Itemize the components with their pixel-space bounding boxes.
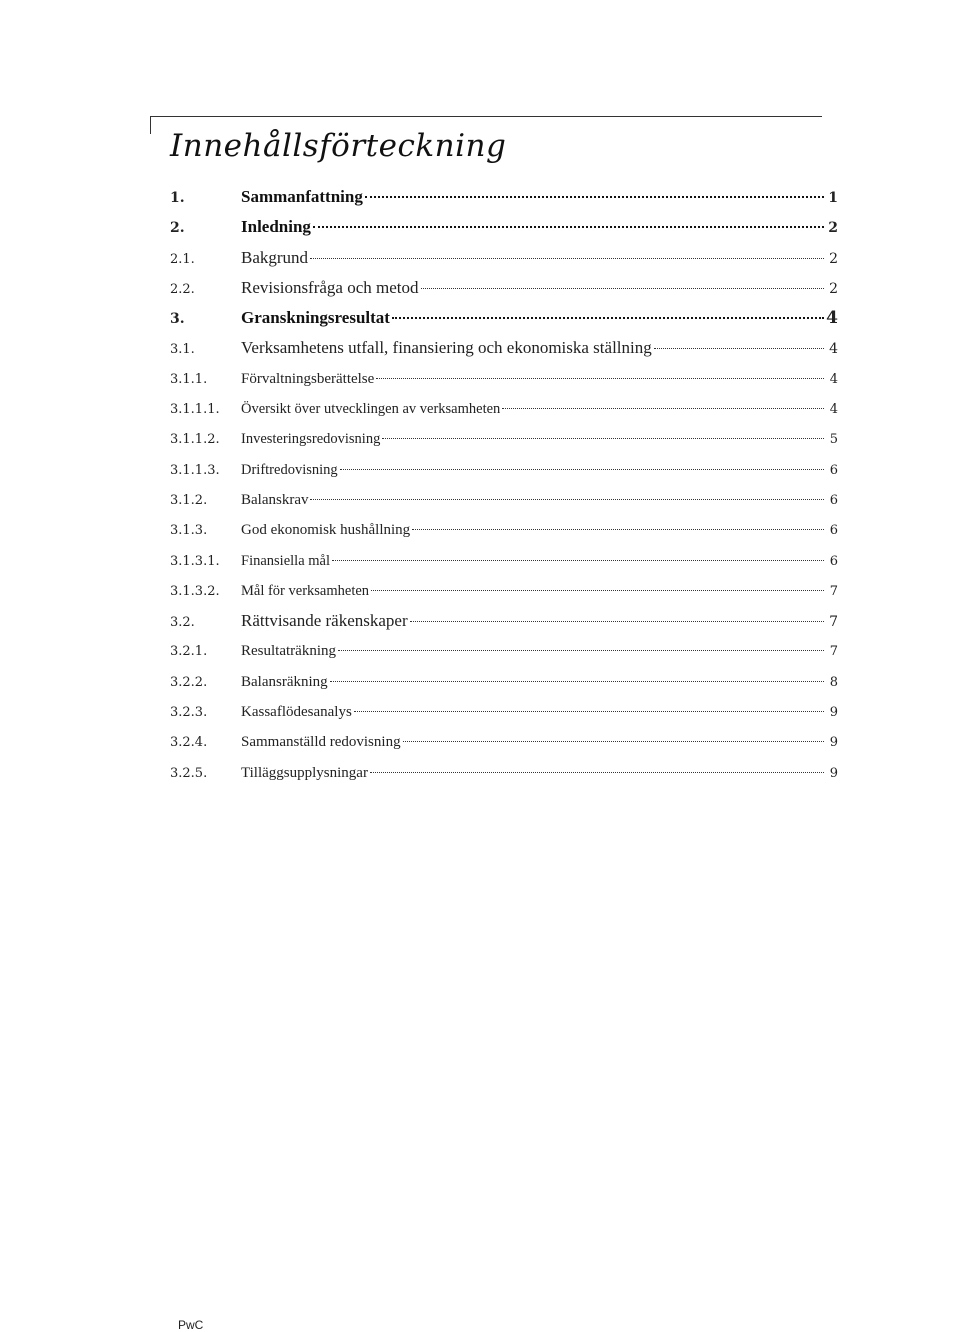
toc-dot-leader xyxy=(502,408,824,409)
toc-entry[interactable] xyxy=(170,243,838,273)
toc-entry-number: 2.1. xyxy=(170,251,195,267)
toc-dot-leader xyxy=(354,711,824,712)
toc-entry-number: 3.2.1. xyxy=(170,644,208,660)
toc-entry-number: 2. xyxy=(170,220,185,237)
toc-entry[interactable] xyxy=(170,182,838,212)
footer-brand: PwC xyxy=(178,1318,204,1332)
toc-dot-leader xyxy=(313,226,824,228)
toc-entry-title[interactable]: Mål för verksamheten xyxy=(241,582,370,599)
toc-page-number: 6 xyxy=(829,492,838,508)
toc-page-number: 4 xyxy=(829,402,838,418)
toc-entry-title[interactable]: Rättvisande räkenskaper xyxy=(241,611,408,631)
toc-dot-leader xyxy=(340,469,824,470)
toc-entry[interactable] xyxy=(170,394,838,424)
toc-entry-number: 2.2. xyxy=(170,281,195,297)
toc-page-number: 8 xyxy=(829,674,838,690)
page-title: Innehållsförteckning xyxy=(170,128,507,164)
toc-page-number: 6 xyxy=(829,553,838,569)
toc-entry-number: 3.1.2. xyxy=(170,492,208,508)
toc-page-number: 6 xyxy=(829,462,838,478)
toc-entry[interactable] xyxy=(170,515,838,545)
toc-page-number: 7 xyxy=(829,614,838,631)
toc-entry-number: 3.1.1. xyxy=(170,371,208,387)
toc-entry[interactable] xyxy=(170,606,838,636)
toc-entry-number: 3.2.5. xyxy=(170,765,208,781)
toc-entry-title[interactable]: Revisionsfråga och metod xyxy=(241,277,419,297)
toc-entry[interactable] xyxy=(170,636,838,666)
toc-entry[interactable] xyxy=(170,546,838,576)
toc-entry[interactable] xyxy=(170,273,838,303)
toc-dot-leader xyxy=(392,317,824,319)
toc-page-number: 4 xyxy=(829,341,838,358)
toc-dot-leader xyxy=(330,681,824,682)
toc-page-number: 9 xyxy=(829,735,838,751)
toc-entry[interactable] xyxy=(170,576,838,606)
toc-page-number: 7 xyxy=(829,583,838,599)
toc-entry-number: 3.2.4. xyxy=(170,735,208,751)
toc-dot-leader xyxy=(371,590,824,591)
toc-entry-title[interactable]: Verksamhetens utfall, finansiering och ekonomiska ställning xyxy=(241,338,652,358)
toc-entry-title[interactable]: God ekonomisk hushållning xyxy=(241,522,411,539)
toc-entry-title[interactable]: Resultaträkning xyxy=(241,643,336,660)
toc-entry[interactable] xyxy=(170,485,838,515)
toc-entry-title[interactable]: Sammanställd redovisning xyxy=(241,734,401,751)
toc-dot-leader xyxy=(310,499,824,500)
toc-page-number: 9 xyxy=(829,765,838,781)
toc-entry-title[interactable]: Bakgrund xyxy=(241,247,309,267)
toc-entry-title[interactable]: Tilläggsupplysningar xyxy=(241,764,368,781)
toc-page-number: 6 xyxy=(829,523,838,539)
toc-dot-leader xyxy=(410,621,824,622)
toc-dot-leader xyxy=(310,258,824,259)
toc-entry-title[interactable]: Granskningsresultat xyxy=(241,308,390,328)
toc-page-number: 2 xyxy=(829,250,838,267)
toc-entry-title[interactable]: Investeringsredovisning xyxy=(241,431,381,448)
toc-entry-title[interactable]: Driftredovisning xyxy=(241,461,338,478)
toc-entry-title[interactable]: Inledning xyxy=(241,217,311,237)
toc-entry-title[interactable]: Finansiella mål xyxy=(241,552,330,569)
toc-entry-number: 3.1.1.3. xyxy=(170,462,220,478)
toc-dot-leader xyxy=(412,529,824,530)
toc-dot-leader xyxy=(654,348,824,349)
toc-entry[interactable] xyxy=(170,727,838,757)
toc-entry-number: 3. xyxy=(170,311,185,328)
toc-page-number: 2 xyxy=(828,220,838,237)
toc-entry-number: 3.1. xyxy=(170,342,195,358)
toc-entry-number: 3.1.1.1. xyxy=(170,402,220,418)
toc-page-number: 9 xyxy=(829,705,838,721)
toc-entry[interactable] xyxy=(170,667,838,697)
toc-entry-title[interactable]: Översikt över utvecklingen av verksamheten xyxy=(241,401,501,418)
toc-entry-number: 3.1.3.1. xyxy=(170,553,220,569)
toc-entry-number: 3.1.3. xyxy=(170,523,208,539)
toc-dot-leader xyxy=(365,196,824,198)
toc-dot-leader xyxy=(338,650,824,651)
toc-entry[interactable] xyxy=(170,455,838,485)
toc-entry-number: 3.2.3. xyxy=(170,705,208,721)
toc-entry[interactable] xyxy=(170,758,838,788)
toc-dot-leader xyxy=(370,772,824,773)
toc-entry[interactable] xyxy=(170,424,838,454)
toc-entry[interactable] xyxy=(170,333,838,363)
toc-entry-number: 3.2.2. xyxy=(170,674,208,690)
toc-entry-title[interactable]: Förvaltningsberättelse xyxy=(241,370,375,387)
toc-page-number: 4 xyxy=(829,371,838,387)
toc-page-number: 5 xyxy=(829,432,838,448)
toc-entry[interactable] xyxy=(170,697,838,727)
toc-dot-leader xyxy=(382,438,824,439)
toc-dot-leader xyxy=(421,288,824,289)
toc-entry-number: 1. xyxy=(170,190,185,206)
page-frame-top-line xyxy=(150,116,822,117)
toc-entry-title[interactable]: Kassaflödesanalys xyxy=(241,704,352,721)
toc-dot-leader xyxy=(403,741,824,742)
page-frame-left-line xyxy=(150,116,151,134)
toc-dot-leader xyxy=(332,560,824,561)
table-of-contents xyxy=(170,182,838,788)
toc-entry-title[interactable]: Balanskrav xyxy=(241,491,309,508)
toc-page-number: 7 xyxy=(829,644,838,660)
toc-page-number: 2 xyxy=(829,280,838,297)
toc-page-number: 1 xyxy=(828,190,838,206)
toc-entry-title[interactable]: Balansräkning xyxy=(241,673,328,690)
toc-entry-number: 3.2. xyxy=(170,615,195,631)
toc-dot-leader xyxy=(376,378,824,379)
toc-entry[interactable] xyxy=(170,212,838,242)
toc-entry-number: 3.1.1.2. xyxy=(170,432,220,448)
toc-entry[interactable] xyxy=(170,303,838,333)
toc-entry-number: 3.1.3.2. xyxy=(170,583,220,599)
toc-entry[interactable] xyxy=(170,364,838,394)
toc-entry-title[interactable]: Sammanfattning xyxy=(241,187,363,206)
toc-page-number: 4 xyxy=(826,308,838,329)
